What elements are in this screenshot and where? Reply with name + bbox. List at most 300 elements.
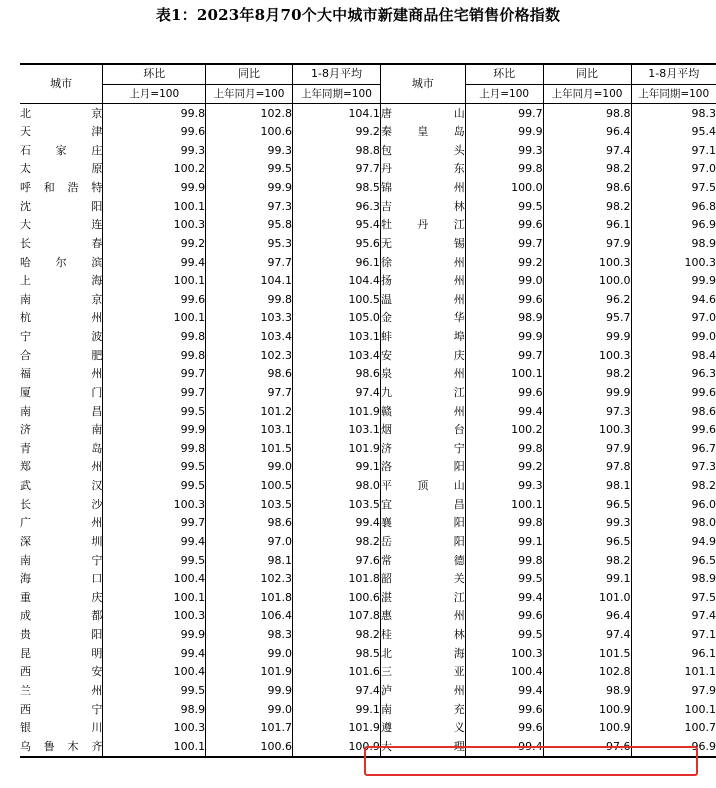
city-name-left: 深圳 xyxy=(20,534,103,548)
avg-value-left: 105.0 xyxy=(293,309,381,328)
avg-value-right: 97.1 xyxy=(631,142,716,161)
avg-value-left: 97.4 xyxy=(293,384,381,403)
avg-value-left: 96.1 xyxy=(293,253,381,272)
avg-value-right: 97.5 xyxy=(631,179,716,198)
city-name-left: 昆明 xyxy=(20,646,103,660)
city-name-left: 贵阳 xyxy=(20,628,103,642)
mom-value-right: 99.7 xyxy=(465,104,543,123)
city-name-right: 三亚 xyxy=(380,663,465,682)
city-name-right: 惠州 xyxy=(380,607,465,626)
mom-value-left: 100.1 xyxy=(103,272,206,291)
yoy-value-right: 98.1 xyxy=(543,477,631,496)
yoy-value-right: 95.7 xyxy=(543,309,631,328)
avg-value-left: 97.7 xyxy=(293,160,381,179)
mom-value-left: 99.9 xyxy=(103,421,206,440)
yoy-value-left: 97.7 xyxy=(206,384,293,403)
yoy-value-left: 98.6 xyxy=(206,514,293,533)
mom-value-left: 99.4 xyxy=(103,533,206,552)
table-row xyxy=(20,272,716,291)
table-row xyxy=(20,235,716,254)
mom-value-left: 99.7 xyxy=(103,514,206,533)
avg-value-right: 97.1 xyxy=(631,626,716,645)
header-row-top xyxy=(20,64,716,84)
city-name-left: 太原 xyxy=(20,162,103,176)
city-name-left: 广州 xyxy=(20,516,103,530)
city-name-left: 上海 xyxy=(20,274,103,288)
mom-value-left: 99.5 xyxy=(103,458,206,477)
yoy-value-left: 102.3 xyxy=(206,570,293,589)
city-name-right: 吉林 xyxy=(380,197,465,216)
city-name-right: 泸州 xyxy=(380,682,465,701)
avg-value-right: 98.9 xyxy=(631,235,716,254)
city-name-left: 沈阳 xyxy=(20,199,103,213)
yoy-value-right: 100.9 xyxy=(543,700,631,719)
header-avg-base-right: 上年同期=100 xyxy=(631,84,716,104)
city-name-right: 秦皇岛 xyxy=(380,123,465,142)
avg-value-left: 98.8 xyxy=(293,142,381,161)
yoy-value-left: 103.5 xyxy=(206,495,293,514)
avg-value-left: 99.2 xyxy=(293,123,381,142)
avg-value-left: 99.1 xyxy=(293,458,381,477)
avg-value-left: 98.6 xyxy=(293,365,381,384)
avg-value-right: 96.7 xyxy=(631,440,716,459)
city-name-left: 成都 xyxy=(20,609,103,623)
yoy-value-left: 101.7 xyxy=(206,719,293,738)
mom-value-left: 99.8 xyxy=(103,440,206,459)
yoy-value-right: 96.4 xyxy=(543,607,631,626)
city-name-left: 宁波 xyxy=(20,330,103,344)
avg-value-right: 96.3 xyxy=(631,365,716,384)
avg-value-right: 97.5 xyxy=(631,589,716,608)
table-row xyxy=(20,346,716,365)
avg-value-right: 96.9 xyxy=(631,738,716,758)
mom-value-right: 99.6 xyxy=(465,291,543,310)
city-name-left: 长沙 xyxy=(20,497,103,511)
city-name-left: 武汉 xyxy=(20,479,103,493)
mom-value-left: 99.4 xyxy=(103,644,206,663)
mom-value-right: 99.5 xyxy=(465,626,543,645)
yoy-value-left: 99.0 xyxy=(206,644,293,663)
yoy-value-left: 99.9 xyxy=(206,179,293,198)
yoy-value-right: 96.2 xyxy=(543,291,631,310)
mom-value-right: 99.3 xyxy=(465,477,543,496)
yoy-value-right: 96.4 xyxy=(543,123,631,142)
mom-value-left: 100.1 xyxy=(103,309,206,328)
mom-value-right: 99.8 xyxy=(465,514,543,533)
mom-value-right: 99.4 xyxy=(465,402,543,421)
yoy-value-left: 99.0 xyxy=(206,458,293,477)
city-name-right: 徐州 xyxy=(380,253,465,272)
yoy-value-left: 104.1 xyxy=(206,272,293,291)
city-name-right: 韶关 xyxy=(380,570,465,589)
yoy-value-right: 96.5 xyxy=(543,533,631,552)
header-city-left: 城市 xyxy=(20,64,103,104)
mom-value-left: 99.8 xyxy=(103,328,206,347)
avg-value-left: 104.1 xyxy=(293,104,381,123)
city-name-right: 温州 xyxy=(380,291,465,310)
mom-value-left: 100.1 xyxy=(103,738,206,758)
yoy-value-right: 99.9 xyxy=(543,328,631,347)
avg-value-left: 99.1 xyxy=(293,700,381,719)
city-name-right: 桂林 xyxy=(380,626,465,645)
city-name-left: 郑州 xyxy=(20,460,103,474)
table-row xyxy=(20,570,716,589)
mom-value-left: 99.5 xyxy=(103,477,206,496)
header-city-right: 城市 xyxy=(380,64,465,104)
yoy-value-right: 100.3 xyxy=(543,421,631,440)
yoy-value-right: 102.8 xyxy=(543,663,631,682)
avg-value-right: 97.3 xyxy=(631,458,716,477)
avg-value-right: 98.6 xyxy=(631,402,716,421)
city-name-right: 九江 xyxy=(380,384,465,403)
avg-value-right: 94.9 xyxy=(631,533,716,552)
city-name-right: 金华 xyxy=(380,309,465,328)
table-row xyxy=(20,719,716,738)
mom-value-left: 99.8 xyxy=(103,104,206,123)
table-row xyxy=(20,309,716,328)
avg-value-left: 98.5 xyxy=(293,644,381,663)
avg-value-right: 94.6 xyxy=(631,291,716,310)
city-name-right: 襄阳 xyxy=(380,514,465,533)
city-name-right: 无锡 xyxy=(380,235,465,254)
mom-value-right: 100.4 xyxy=(465,663,543,682)
city-name-left: 长春 xyxy=(20,236,103,250)
table-row xyxy=(20,104,716,123)
city-name-left: 青岛 xyxy=(20,441,103,455)
mom-value-right: 99.2 xyxy=(465,253,543,272)
mom-value-right: 99.4 xyxy=(465,589,543,608)
yoy-value-left: 98.1 xyxy=(206,551,293,570)
table-body xyxy=(20,104,716,757)
yoy-value-right: 96.5 xyxy=(543,495,631,514)
yoy-value-left: 103.3 xyxy=(206,309,293,328)
avg-value-left: 103.5 xyxy=(293,495,381,514)
mom-value-right: 99.7 xyxy=(465,346,543,365)
mom-value-left: 99.5 xyxy=(103,402,206,421)
header-avg-base-left: 上年同期=100 xyxy=(293,84,381,104)
avg-value-right: 99.9 xyxy=(631,272,716,291)
city-name-right: 大理 xyxy=(380,738,465,758)
city-name-right: 常德 xyxy=(380,551,465,570)
mom-value-left: 99.6 xyxy=(103,123,206,142)
avg-value-left: 101.6 xyxy=(293,663,381,682)
avg-value-right: 96.1 xyxy=(631,644,716,663)
city-name-right: 济宁 xyxy=(380,440,465,459)
city-name-left: 北京 xyxy=(20,106,103,120)
mom-value-right: 99.4 xyxy=(465,738,543,758)
yoy-value-left: 95.3 xyxy=(206,235,293,254)
avg-value-left: 95.4 xyxy=(293,216,381,235)
mom-value-right: 100.0 xyxy=(465,179,543,198)
avg-value-left: 101.8 xyxy=(293,570,381,589)
avg-value-left: 97.4 xyxy=(293,682,381,701)
city-name-right: 锦州 xyxy=(380,179,465,198)
mom-value-right: 99.7 xyxy=(465,235,543,254)
mom-value-left: 99.8 xyxy=(103,346,206,365)
yoy-value-right: 97.3 xyxy=(543,402,631,421)
header-yoy-base-left: 上年同月=100 xyxy=(206,84,293,104)
city-name-left: 哈尔滨 xyxy=(20,255,103,269)
yoy-value-right: 100.9 xyxy=(543,719,631,738)
avg-value-right: 97.9 xyxy=(631,682,716,701)
city-name-right: 安庆 xyxy=(380,346,465,365)
mom-value-right: 99.6 xyxy=(465,216,543,235)
mom-value-right: 99.6 xyxy=(465,700,543,719)
mom-value-right: 100.1 xyxy=(465,365,543,384)
mom-value-left: 99.4 xyxy=(103,253,206,272)
avg-value-left: 103.4 xyxy=(293,346,381,365)
yoy-value-right: 98.2 xyxy=(543,365,631,384)
city-name-left: 福州 xyxy=(20,367,103,381)
yoy-value-right: 97.9 xyxy=(543,440,631,459)
yoy-value-left: 95.8 xyxy=(206,216,293,235)
yoy-value-right: 97.6 xyxy=(543,738,631,758)
city-name-right: 北海 xyxy=(380,644,465,663)
table-row xyxy=(20,216,716,235)
table-row xyxy=(20,197,716,216)
city-name-right: 遵义 xyxy=(380,719,465,738)
table-row xyxy=(20,626,716,645)
avg-value-right: 97.0 xyxy=(631,309,716,328)
table-row xyxy=(20,458,716,477)
mom-value-right: 99.2 xyxy=(465,458,543,477)
avg-value-left: 98.2 xyxy=(293,626,381,645)
header-mom-base-right: 上月=100 xyxy=(465,84,543,104)
yoy-value-right: 98.2 xyxy=(543,197,631,216)
city-name-right: 岳阳 xyxy=(380,533,465,552)
header-mom-right: 环比 xyxy=(465,64,543,84)
mom-value-right: 100.3 xyxy=(465,644,543,663)
avg-value-right: 98.9 xyxy=(631,570,716,589)
table-row xyxy=(20,440,716,459)
avg-value-left: 97.6 xyxy=(293,551,381,570)
table-row xyxy=(20,514,716,533)
mom-value-left: 100.3 xyxy=(103,719,206,738)
city-name-left: 天津 xyxy=(20,125,103,139)
mom-value-right: 99.8 xyxy=(465,160,543,179)
yoy-value-right: 101.0 xyxy=(543,589,631,608)
table-row xyxy=(20,384,716,403)
header-row-sub xyxy=(20,84,716,104)
yoy-value-right: 98.2 xyxy=(543,551,631,570)
city-name-left: 重庆 xyxy=(20,590,103,604)
yoy-value-left: 99.8 xyxy=(206,291,293,310)
mom-value-left: 98.9 xyxy=(103,700,206,719)
yoy-value-left: 100.6 xyxy=(206,123,293,142)
table-row xyxy=(20,421,716,440)
mom-value-left: 99.9 xyxy=(103,179,206,198)
mom-value-right: 99.9 xyxy=(465,123,543,142)
mom-value-right: 99.0 xyxy=(465,272,543,291)
city-name-right: 洛阳 xyxy=(380,458,465,477)
city-name-left: 厦门 xyxy=(20,385,103,399)
city-name-right: 赣州 xyxy=(380,402,465,421)
mom-value-left: 100.1 xyxy=(103,197,206,216)
table-row xyxy=(20,682,716,701)
city-name-left: 南宁 xyxy=(20,553,103,567)
yoy-value-right: 97.4 xyxy=(543,626,631,645)
table-row xyxy=(20,533,716,552)
city-name-left: 西安 xyxy=(20,665,103,679)
mom-value-left: 99.5 xyxy=(103,682,206,701)
avg-value-left: 107.8 xyxy=(293,607,381,626)
yoy-value-left: 100.6 xyxy=(206,738,293,758)
city-name-right: 平顶山 xyxy=(380,477,465,496)
city-name-left: 石家庄 xyxy=(20,143,103,157)
yoy-value-right: 98.2 xyxy=(543,160,631,179)
table-row xyxy=(20,142,716,161)
city-name-right: 南充 xyxy=(380,700,465,719)
city-name-right: 宜昌 xyxy=(380,495,465,514)
mom-value-right: 99.6 xyxy=(465,607,543,626)
mom-value-right: 99.3 xyxy=(465,142,543,161)
table-row xyxy=(20,160,716,179)
mom-value-right: 99.9 xyxy=(465,328,543,347)
mom-value-left: 100.4 xyxy=(103,570,206,589)
avg-value-left: 101.9 xyxy=(293,719,381,738)
city-name-left: 南京 xyxy=(20,292,103,306)
mom-value-left: 100.3 xyxy=(103,495,206,514)
table-row xyxy=(20,328,716,347)
yoy-value-left: 97.7 xyxy=(206,253,293,272)
table-row xyxy=(20,253,716,272)
city-name-left: 乌鲁木齐 xyxy=(20,738,103,758)
yoy-value-right: 96.1 xyxy=(543,216,631,235)
mom-value-left: 99.5 xyxy=(103,551,206,570)
mom-value-left: 99.7 xyxy=(103,384,206,403)
avg-value-right: 100.3 xyxy=(631,253,716,272)
mom-value-left: 99.3 xyxy=(103,142,206,161)
avg-value-left: 103.1 xyxy=(293,328,381,347)
header-yoy-left: 同比 xyxy=(206,64,293,84)
table-row xyxy=(20,607,716,626)
avg-value-right: 96.0 xyxy=(631,495,716,514)
avg-value-left: 100.5 xyxy=(293,291,381,310)
yoy-value-right: 97.8 xyxy=(543,458,631,477)
yoy-value-left: 99.9 xyxy=(206,682,293,701)
city-name-left: 呼和浩特 xyxy=(20,181,103,195)
mom-value-right: 100.2 xyxy=(465,421,543,440)
city-name-left: 大连 xyxy=(20,218,103,232)
city-name-left: 杭州 xyxy=(20,311,103,325)
avg-value-right: 98.4 xyxy=(631,346,716,365)
avg-value-right: 98.0 xyxy=(631,514,716,533)
yoy-value-right: 100.3 xyxy=(543,346,631,365)
yoy-value-left: 99.0 xyxy=(206,700,293,719)
city-name-right: 烟台 xyxy=(380,421,465,440)
yoy-value-left: 98.3 xyxy=(206,626,293,645)
avg-value-right: 101.1 xyxy=(631,663,716,682)
avg-value-left: 98.2 xyxy=(293,533,381,552)
table-row xyxy=(20,291,716,310)
yoy-value-left: 97.0 xyxy=(206,533,293,552)
avg-value-right: 98.2 xyxy=(631,477,716,496)
city-name-left: 合肥 xyxy=(20,348,103,362)
yoy-value-right: 100.3 xyxy=(543,253,631,272)
yoy-value-right: 98.6 xyxy=(543,179,631,198)
yoy-value-left: 106.4 xyxy=(206,607,293,626)
yoy-value-right: 98.9 xyxy=(543,682,631,701)
mom-value-left: 100.3 xyxy=(103,216,206,235)
avg-value-left: 101.9 xyxy=(293,402,381,421)
header-yoy-right: 同比 xyxy=(543,64,631,84)
yoy-value-right: 97.9 xyxy=(543,235,631,254)
yoy-value-left: 102.3 xyxy=(206,346,293,365)
avg-value-left: 101.9 xyxy=(293,440,381,459)
mom-value-right: 98.9 xyxy=(465,309,543,328)
avg-value-right: 99.6 xyxy=(631,421,716,440)
table-row xyxy=(20,477,716,496)
table-row xyxy=(20,663,716,682)
mom-value-right: 99.1 xyxy=(465,533,543,552)
city-name-left: 海口 xyxy=(20,572,103,586)
mom-value-right: 99.6 xyxy=(465,719,543,738)
avg-value-left: 100.6 xyxy=(293,589,381,608)
table-row xyxy=(20,495,716,514)
mom-value-right: 99.8 xyxy=(465,551,543,570)
city-name-left: 兰州 xyxy=(20,683,103,697)
avg-value-right: 100.7 xyxy=(631,719,716,738)
avg-value-left: 95.6 xyxy=(293,235,381,254)
city-name-left: 银川 xyxy=(20,721,103,735)
yoy-value-right: 99.3 xyxy=(543,514,631,533)
city-name-right: 包头 xyxy=(380,142,465,161)
mom-value-right: 99.6 xyxy=(465,384,543,403)
yoy-value-left: 97.3 xyxy=(206,197,293,216)
yoy-value-left: 101.8 xyxy=(206,589,293,608)
table-row xyxy=(20,738,716,758)
avg-value-right: 96.5 xyxy=(631,551,716,570)
table-title: 表1：2023年8月70个大中城市新建商品住宅销售价格指数 xyxy=(155,6,561,24)
mom-value-left: 99.9 xyxy=(103,626,206,645)
header-mom-left: 环比 xyxy=(103,64,206,84)
table-row xyxy=(20,179,716,198)
city-name-left: 南昌 xyxy=(20,404,103,418)
avg-value-left: 103.1 xyxy=(293,421,381,440)
yoy-value-left: 100.5 xyxy=(206,477,293,496)
table-row xyxy=(20,551,716,570)
table-row xyxy=(20,402,716,421)
avg-value-right: 100.1 xyxy=(631,700,716,719)
mom-value-right: 99.4 xyxy=(465,682,543,701)
city-name-left: 西宁 xyxy=(20,702,103,716)
mom-value-right: 99.5 xyxy=(465,197,543,216)
city-name-left: 济南 xyxy=(20,423,103,437)
yoy-value-right: 99.1 xyxy=(543,570,631,589)
avg-value-right: 96.9 xyxy=(631,216,716,235)
avg-value-left: 96.3 xyxy=(293,197,381,216)
avg-value-right: 95.4 xyxy=(631,123,716,142)
city-name-right: 泉州 xyxy=(380,365,465,384)
mom-value-left: 100.4 xyxy=(103,663,206,682)
yoy-value-left: 101.9 xyxy=(206,663,293,682)
avg-value-left: 99.4 xyxy=(293,514,381,533)
header-yoy-base-right: 上年同月=100 xyxy=(543,84,631,104)
mom-value-right: 99.8 xyxy=(465,440,543,459)
avg-value-right: 97.0 xyxy=(631,160,716,179)
yoy-value-right: 100.0 xyxy=(543,272,631,291)
mom-value-right: 100.1 xyxy=(465,495,543,514)
yoy-value-right: 101.5 xyxy=(543,644,631,663)
table-row xyxy=(20,589,716,608)
mom-value-left: 100.1 xyxy=(103,589,206,608)
mom-value-right: 99.5 xyxy=(465,570,543,589)
header-avg-right: 1-8月平均 xyxy=(631,64,716,84)
yoy-value-right: 98.8 xyxy=(543,104,631,123)
city-name-right: 牡丹江 xyxy=(380,216,465,235)
avg-value-left: 104.4 xyxy=(293,272,381,291)
table-row xyxy=(20,365,716,384)
